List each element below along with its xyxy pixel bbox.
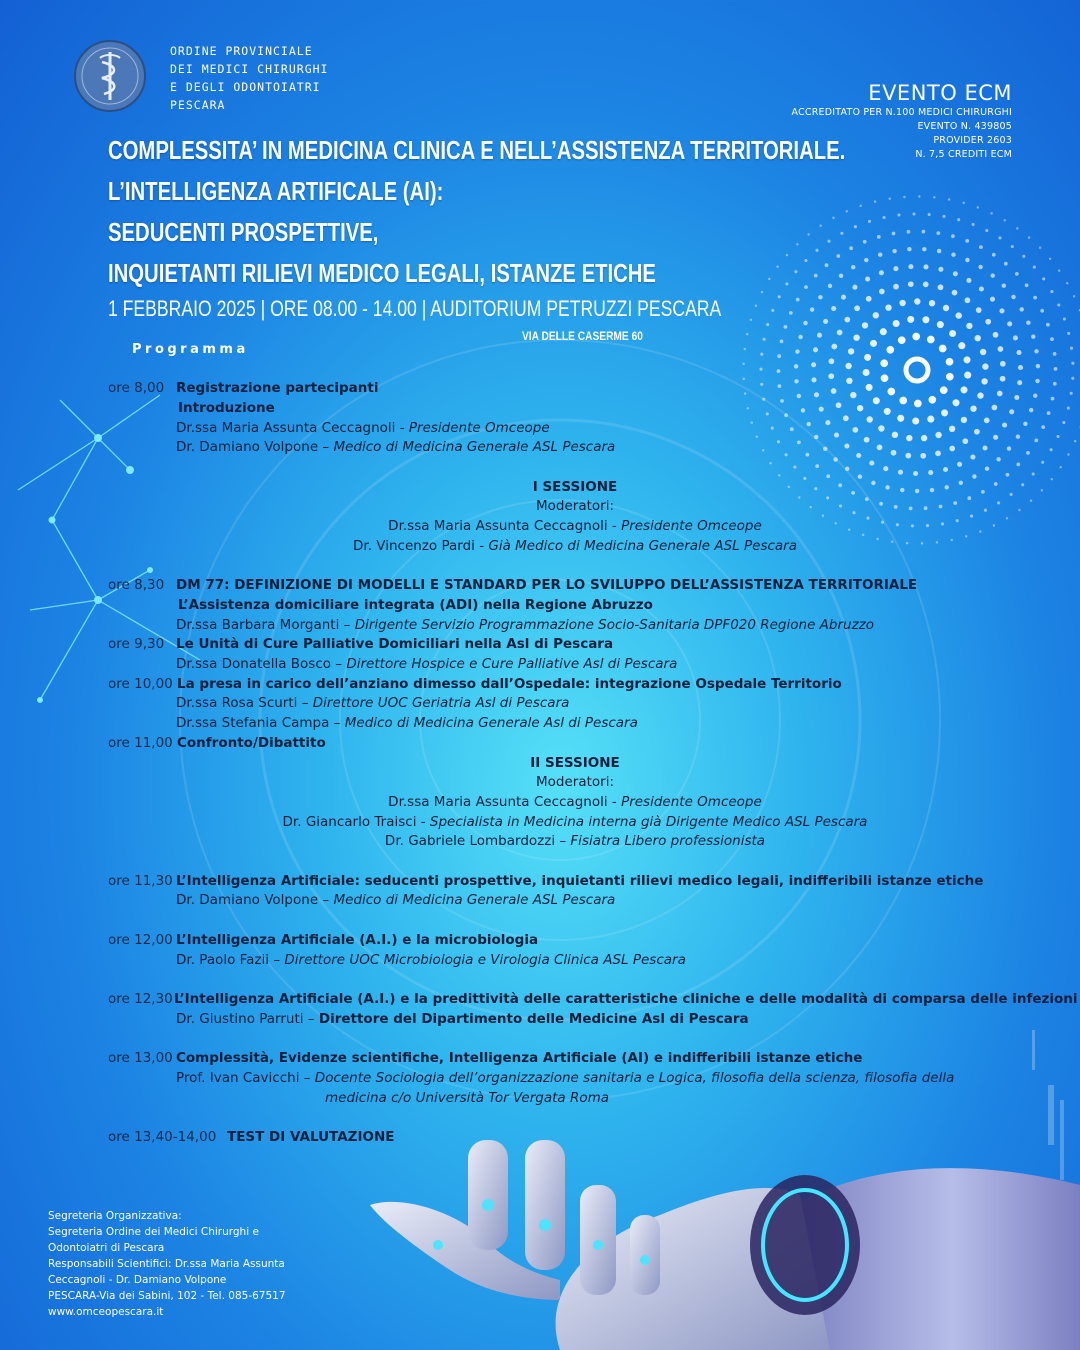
title-line: INQUIETANTI RILIEVI MEDICO LEGALI, ISTANZE ETICHE	[108, 258, 656, 288]
speaker-role: Medico di Medicina Generale Asl di Pescara	[344, 715, 638, 731]
network-nodes	[37, 434, 153, 703]
ecm-title: EVENTO ECM	[868, 81, 1012, 105]
speaker-line	[176, 891, 615, 911]
separator: –	[269, 952, 285, 968]
footer-line: Segreteria Organizzativa:	[48, 1210, 182, 1222]
speaker-name: Dr.ssa Barbara Morganti	[176, 617, 340, 633]
moderators-label: Moderatori:	[535, 774, 614, 790]
org-line: PESCARA	[170, 98, 226, 112]
speaker-role: Presidente Omceope	[408, 420, 550, 436]
ecm-line: EVENTO N. 439805	[917, 121, 1012, 132]
time-label: ore 12,00	[108, 932, 173, 948]
speaker-role: Presidente Omceope	[621, 794, 762, 810]
speaker-name: Dr. Paolo Fazii	[176, 952, 270, 968]
time-label: ore 9,30	[108, 636, 165, 652]
footer-line[interactable]: www.omceopescara.it	[48, 1306, 164, 1318]
speaker-name: Dr. Vincenzo Pardi	[353, 538, 475, 554]
separator: –	[297, 695, 313, 711]
time-label: ore 13,40-14,00	[108, 1129, 217, 1145]
time-label: ore 12,30	[108, 991, 173, 1007]
speaker-name: Dr.ssa Maria Assunta Ceccagnoli	[388, 794, 608, 810]
separator: –	[331, 656, 347, 672]
program-item-title: Registrazione partecipanti	[176, 380, 379, 396]
time-label: ore 11,30	[108, 873, 173, 889]
program-item-title: Le Unità di Cure Palliative Domiciliari nella Asl di Pescara	[176, 636, 614, 652]
speaker-line	[176, 419, 550, 439]
footer-line: Segreteria Ordine dei Medici Chirurghi e	[48, 1226, 259, 1238]
title-line: COMPLESSITA’ IN MEDICINA CLINICA E NELL’ASSISTENZA TERRITORIALE.	[108, 135, 846, 165]
speaker-role: Fisiatra Libero professionista	[570, 833, 766, 849]
time-label: ore 8,30	[108, 577, 165, 593]
speaker-name: Dr.ssa Maria Assunta Ceccagnoli	[176, 420, 396, 436]
time-label: ore 8,00	[108, 380, 165, 396]
speaker-role: Già Medico di Medicina Generale ASL Pescara	[488, 538, 797, 554]
ecm-line: ACCREDITATO PER N.100 MEDICI CHIRURGHI	[791, 107, 1012, 118]
separator: -	[607, 518, 622, 534]
speaker-line	[176, 714, 638, 734]
title-line: L’INTELLIGENZA ARTIFICALE (AI):	[108, 176, 444, 206]
speaker-line	[176, 616, 874, 636]
program-item-title: Confronto/Dibattito	[177, 735, 326, 751]
circuit-marks	[1032, 1030, 1064, 1180]
program-item-title: La presa in carico dell’anziano dimesso dall’Ospedale: integrazione Ospedale Territorio	[177, 676, 842, 692]
separator: -	[607, 794, 622, 810]
moderators-label: Moderatori:	[535, 498, 614, 514]
speaker-role: Direttore UOC Geriatria Asl di Pescara	[312, 695, 570, 711]
title-line: SEDUCENTI PROSPETTIVE,	[108, 217, 379, 247]
speaker-name: Dr. Gabriele Lombardozzi	[384, 833, 556, 849]
separator: –	[329, 715, 345, 731]
speaker-role: Specialista in Medicina interna già Dirigente Medico ASL Pescara	[429, 814, 868, 830]
separator: –	[318, 439, 334, 455]
speaker-line	[0, 832, 1080, 852]
separator: -	[416, 814, 430, 830]
session-heading: II SESSIONE	[530, 755, 620, 771]
organization-name	[170, 42, 328, 114]
speaker-role: medicina c/o Università Tor Vergata Roma	[325, 1090, 610, 1106]
program-item-title: L’Intelligenza Artificiale (A.I.) e la microbiologia	[176, 932, 539, 948]
speaker-role: Dirigente Servizio Programmazione Socio-Sanitaria DPF020 Regione Abruzzo	[354, 617, 875, 633]
separator: –	[299, 1070, 315, 1086]
footer-line: Responsabili Scientifici: Dr.ssa Maria Assunta	[48, 1258, 285, 1270]
speaker-name: Dr. Giancarlo Traisci	[282, 814, 417, 830]
speaker-line	[0, 813, 1080, 833]
time-label: ore 13,00	[108, 1050, 173, 1066]
program-item-title: L’Intelligenza Artificiale (A.I.) e la predittività delle caratteristiche cliniche e delle modalità di comparsa delle infezioni	[174, 991, 1078, 1007]
speaker-name: Dr.ssa Rosa Scurti	[176, 695, 298, 711]
speaker-line	[176, 1010, 749, 1030]
speaker-line	[0, 793, 1080, 813]
speaker-name: Dr. Damiano Volpone	[176, 439, 319, 455]
speaker-name: Prof. Ivan Cavicchi	[176, 1070, 300, 1086]
footer-line: Ceccagnoli - Dr. Damiano Volpone	[48, 1274, 227, 1286]
speaker-line	[176, 655, 677, 675]
program-item-title: DM 77: DEFINIZIONE DI MODELLI E STANDARD PER LO SVILUPPO DELL’ASSISTENZA TERRITORIALE	[176, 577, 918, 593]
footer-line: PESCARA-Via dei Sabini, 102 - Tel. 085-67517	[48, 1290, 286, 1302]
programma-heading: Programma	[132, 342, 249, 357]
time-label: ore 11,00	[108, 735, 173, 751]
program-item-title: Introduzione	[178, 400, 275, 416]
speaker-line	[176, 694, 569, 714]
speaker-name: Dr.ssa Stefania Campa	[176, 715, 330, 731]
separator: –	[318, 892, 334, 908]
separator: -	[395, 420, 409, 436]
robotic-hand-image	[370, 1140, 1080, 1350]
separator: –	[303, 1011, 319, 1027]
org-line: E DEGLI ODONTOIATRI	[170, 80, 321, 94]
event-title	[108, 130, 845, 294]
speaker-name: Dr. Damiano Volpone	[176, 892, 319, 908]
program-item-title: L’Assistenza domiciliare integrata (ADI) nella Regione Abruzzo	[178, 597, 653, 613]
speaker-role: Direttore del Dipartimento delle Medicine Asl di Pescara	[318, 1011, 749, 1027]
footer-info	[48, 1208, 286, 1320]
ecm-line: N. 7,5 CREDITI ECM	[915, 149, 1012, 160]
event-date-line: 1 FEBBRAIO 2025 | ORE 08.00 - 14.00 | AUDITORIUM PETRUZZI PESCARA	[108, 296, 722, 321]
speaker-line	[0, 537, 1080, 557]
speaker-role: Medico di Medicina Generale ASL Pescara	[333, 892, 616, 908]
org-line: ORDINE PROVINCIALE	[170, 44, 313, 58]
speaker-role: Medico di Medicina Generale ASL Pescara	[333, 439, 616, 455]
speaker-role: Docente Sociologia dell’organizzazione sanitaria e Logica, filosofia della scienza, filosofia della	[314, 1070, 955, 1086]
caduceus-seal-icon	[74, 40, 146, 112]
program-item-title: L’Intelligenza Artificiale: seducenti prospettive, inquietanti rilievi medico legali, indifferibili istanze etiche	[176, 873, 984, 889]
speaker-role: Presidente Omceope	[621, 518, 762, 534]
speaker-role-continued	[325, 1089, 609, 1109]
speaker-line	[0, 517, 1080, 537]
event-venue: VIA DELLE CASERME 60	[522, 329, 643, 343]
org-line: DEI MEDICI CHIRURGHI	[170, 62, 329, 76]
separator: –	[339, 617, 355, 633]
speaker-role: Direttore UOC Microbiologia e Virologia Clinica ASL Pescara	[284, 952, 686, 968]
program-item-title: TEST DI VALUTAZIONE	[227, 1129, 395, 1145]
separator: –	[555, 833, 571, 849]
program-item-title: Complessità, Evidenze scientifiche, Intelligenza Artificiale (AI) e indifferibili istanze etiche	[176, 1050, 863, 1066]
speaker-name: Dr.ssa Maria Assunta Ceccagnoli	[388, 518, 608, 534]
session-heading: I SESSIONE	[532, 479, 618, 495]
ecm-line: PROVIDER 2603	[933, 135, 1012, 146]
speaker-name: Dr.ssa Donatella Bosco	[176, 656, 332, 672]
speaker-line	[176, 1069, 954, 1089]
footer-line: Odontoiatri di Pescara	[48, 1242, 165, 1254]
speaker-line	[176, 951, 686, 971]
speaker-name: Dr. Giustino Parruti	[176, 1011, 304, 1027]
speaker-role: Direttore Hospice e Cure Palliative Asl di Pescara	[346, 656, 678, 672]
speaker-line	[176, 438, 615, 458]
separator: -	[474, 538, 489, 554]
time-label: ore 10,00	[108, 676, 173, 692]
